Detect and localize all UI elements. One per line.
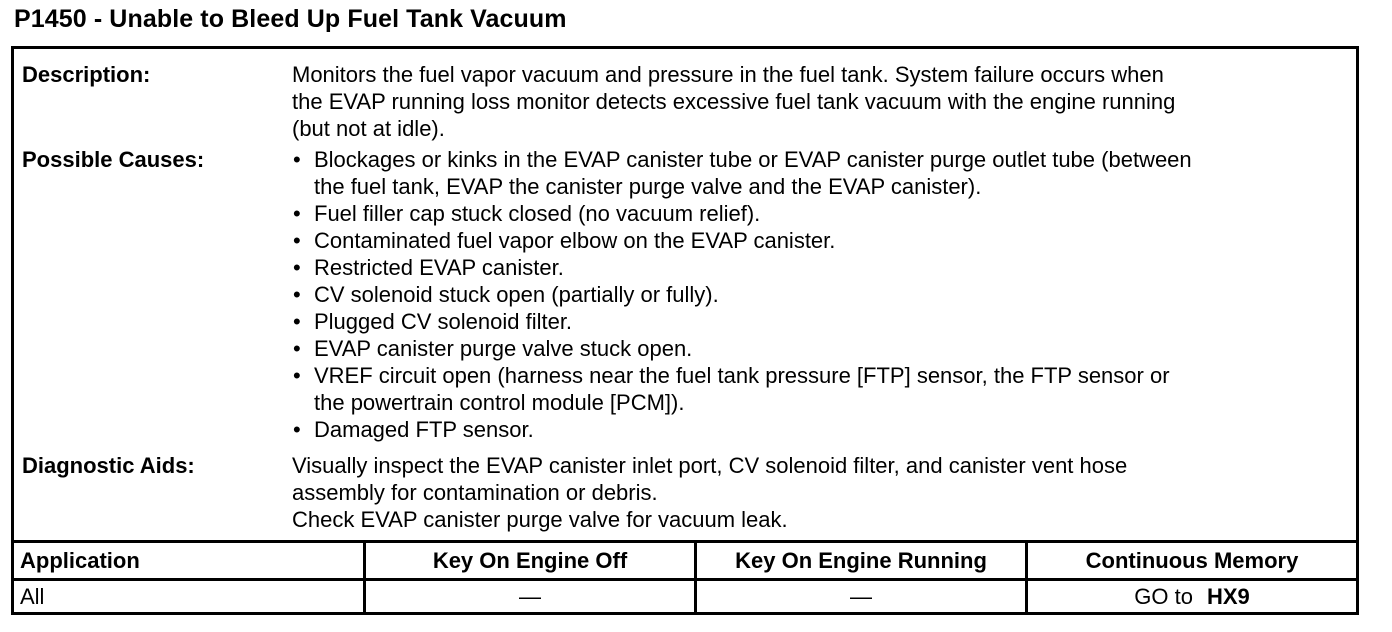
- bullet-icon: •: [293, 282, 301, 307]
- cause-text-line: Blockages or kinks in the EVAP canister tube or EVAP canister purge outlet tube (between: [314, 147, 1192, 172]
- header-koeo: Key On Engine Off: [366, 543, 697, 578]
- cell-application: All: [14, 581, 366, 612]
- description-line: Monitors the fuel vapor vacuum and pressure in the fuel tank. System failure occurs when: [292, 62, 1164, 87]
- bullet-icon: •: [293, 201, 301, 226]
- header-koer: Key On Engine Running: [697, 543, 1028, 578]
- bullet-icon: •: [293, 147, 301, 172]
- possible-causes-label: Possible Causes:: [22, 147, 205, 172]
- cell-koer: —: [697, 581, 1028, 612]
- cause-item: [292, 416, 1344, 443]
- description-label: Description:: [22, 62, 151, 87]
- cause-text-line: the powertrain control module [PCM]).: [314, 390, 685, 415]
- description-text: [292, 61, 1344, 142]
- cause-item: [292, 362, 1344, 416]
- application-table: [14, 540, 1356, 612]
- cell-continuous-memory: [1028, 581, 1356, 612]
- cause-item: [292, 254, 1344, 281]
- cause-text-line: Restricted EVAP canister.: [314, 255, 564, 280]
- table-row: [14, 581, 1356, 612]
- cause-text-line: Fuel filler cap stuck closed (no vacuum relief).: [314, 201, 761, 226]
- description-row: [14, 61, 1356, 142]
- cause-item: [292, 200, 1344, 227]
- header-continuous-memory: Continuous Memory: [1085, 547, 1299, 573]
- page-title: P1450 - Unable to Bleed Up Fuel Tank Vacuum: [14, 5, 567, 33]
- description-line: (but not at idle).: [292, 116, 445, 141]
- bullet-icon: •: [293, 363, 301, 388]
- application-table-header: [14, 543, 1356, 581]
- diagnostic-aids-line: Check EVAP canister purge valve for vacuum leak.: [292, 507, 788, 532]
- bullet-icon: •: [293, 336, 301, 361]
- cause-text-line: VREF circuit open (harness near the fuel tank pressure [FTP] sensor, the FTP sensor or: [314, 363, 1170, 388]
- goto-prefix: GO to: [1134, 583, 1193, 609]
- diagnostic-aids-row: [14, 452, 1356, 533]
- diagnostic-table: [11, 46, 1359, 615]
- cause-text-line: Plugged CV solenoid filter.: [314, 309, 573, 334]
- diagnostic-aids-line: assembly for contamination or debris.: [292, 480, 658, 505]
- bullet-icon: •: [293, 228, 301, 253]
- cause-text-line: CV solenoid stuck open (partially or fully).: [314, 282, 719, 307]
- cell-koeo: —: [366, 581, 697, 612]
- cause-item: [292, 281, 1344, 308]
- description-line: the EVAP running loss monitor detects excessive fuel tank vacuum with the engine running: [292, 89, 1176, 114]
- cause-item: [292, 146, 1344, 200]
- bullet-icon: •: [293, 417, 301, 442]
- bullet-icon: •: [293, 255, 301, 280]
- possible-causes-list: [292, 146, 1344, 443]
- cause-text-line: Contaminated fuel vapor elbow on the EVAP canister.: [314, 228, 836, 253]
- diagnostic-aids-text: [292, 452, 1344, 533]
- diagnostic-aids-label: Diagnostic Aids:: [22, 453, 195, 478]
- cause-text-line: EVAP canister purge valve stuck open.: [314, 336, 693, 361]
- diagnostic-aids-line: Visually inspect the EVAP canister inlet port, CV solenoid filter, and canister vent hose: [292, 453, 1128, 478]
- cause-item: [292, 308, 1344, 335]
- header-application: Application: [14, 543, 366, 578]
- cause-text-line: the fuel tank, EVAP the canister purge valve and the EVAP canister).: [314, 174, 982, 199]
- bullet-icon: •: [293, 309, 301, 334]
- cause-item: [292, 335, 1344, 362]
- goto-code-link[interactable]: HX9: [1206, 583, 1250, 609]
- info-section: [14, 49, 1356, 540]
- cause-text-line: Damaged FTP sensor.: [314, 417, 534, 442]
- cause-item: [292, 227, 1344, 254]
- possible-causes-row: [14, 146, 1356, 443]
